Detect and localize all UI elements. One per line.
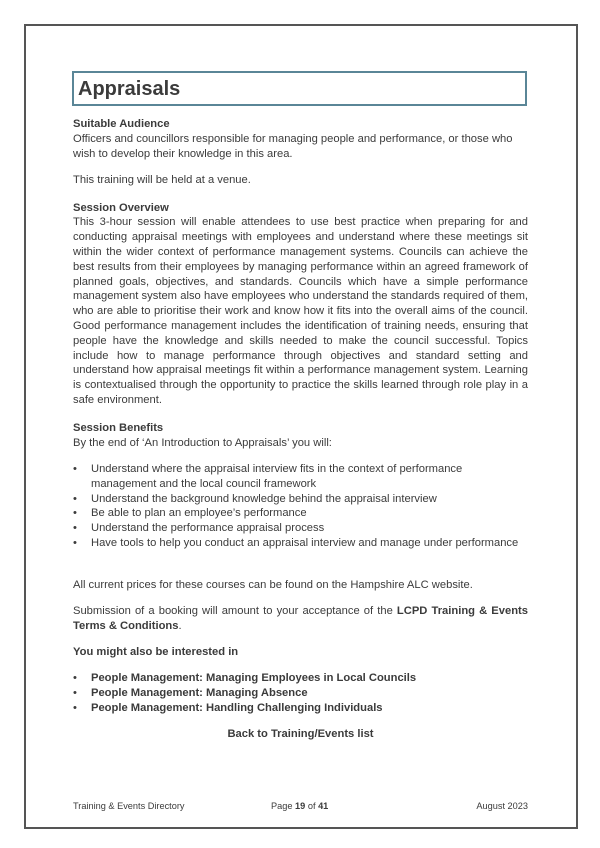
booking-note: Submission of a booking will amount to your acceptance of the LCPD Training & Events Terms & Conditions. xyxy=(73,605,528,632)
list-item xyxy=(73,701,528,716)
page-content xyxy=(73,117,528,742)
related-course-link[interactable]: People Management: Managing Absence xyxy=(91,687,308,700)
page-number: Page 19 of 41 xyxy=(271,801,329,811)
list-item: • Have tools to help you conduct an appraisal interview and manage under performance xyxy=(73,536,519,549)
session-benefits-intro: By the end of ‘An Introduction to Appraisals’ you will: xyxy=(73,436,332,449)
benefits-list xyxy=(73,462,528,551)
session-overview-text: This 3-hour session will enable attendees to use best practice when preparing for and conducting appraisal meetings with employees and understand where these meetings sit within the wider context of performance management systems. Councils can achieve the best results from their employees by managing performance within an agreed framework of planned goals, objectives, and standards. Councils which have a simple performance management system also have employees who understand the standards required of them, who are able to prioritise their work and know how it fits into the overall aims of the council. Good performance management includes the identification of training needs, ensuring that people have the knowledge and skills needed to make the council successful. Topics include how to manage performance through objectives and standard setting and understand how appraisal meetings fit within a performance management system. Learning is contextualised through the opportunity to practice the skills learned through role play in a safe environment. xyxy=(73,216,528,407)
list-item: • Be able to plan an employee’s performance xyxy=(73,507,307,520)
footer-date: August 2023 xyxy=(476,801,528,811)
title-box xyxy=(72,71,527,106)
bullet-icon: • xyxy=(73,462,77,475)
prices-note: All current prices for these courses can be found on the Hampshire ALC website. xyxy=(73,578,473,591)
bullet-icon: • xyxy=(73,672,77,685)
page-footer xyxy=(73,800,528,814)
bullet-icon: • xyxy=(73,522,77,535)
list-item: • Understand the performance appraisal process xyxy=(73,522,325,535)
related-courses-list xyxy=(73,671,528,715)
bullet-icon: • xyxy=(73,687,77,700)
list-item xyxy=(73,671,528,686)
list-item: • Understand the background knowledge behind the appraisal interview xyxy=(73,492,437,505)
footer-directory-title: Training & Events Directory xyxy=(73,801,185,811)
related-course-link[interactable]: People Management: Handling Challenging Individuals xyxy=(91,702,383,714)
venue-note: This training will be held at a venue. xyxy=(73,173,251,186)
terms-conditions-link[interactable]: LCPD Training & Events Terms & Conditions xyxy=(73,605,528,632)
back-to-list-link[interactable]: Back to Training/Events list xyxy=(227,728,374,741)
session-overview-heading: Session Overview xyxy=(73,201,169,214)
suitable-audience-heading: Suitable Audience xyxy=(73,118,170,130)
bullet-icon: • xyxy=(73,492,77,505)
suitable-audience-text: Officers and councillors responsible for managing people and performance, or those who wish to develop their knowledge in this area. xyxy=(73,132,513,160)
bullet-icon: • xyxy=(73,536,77,549)
related-heading: You might also be interested in xyxy=(73,646,239,659)
list-item xyxy=(73,686,528,701)
bullet-icon: • xyxy=(73,507,77,520)
list-item: • Understand where the appraisal interview fits in the context of performance management and the local council framework xyxy=(73,462,463,490)
related-course-link[interactable]: People Management: Managing Employees in Local Councils xyxy=(91,672,417,685)
bullet-icon: • xyxy=(73,702,77,714)
page-title: Appraisals xyxy=(78,78,181,100)
session-benefits-heading: Session Benefits xyxy=(73,421,164,434)
